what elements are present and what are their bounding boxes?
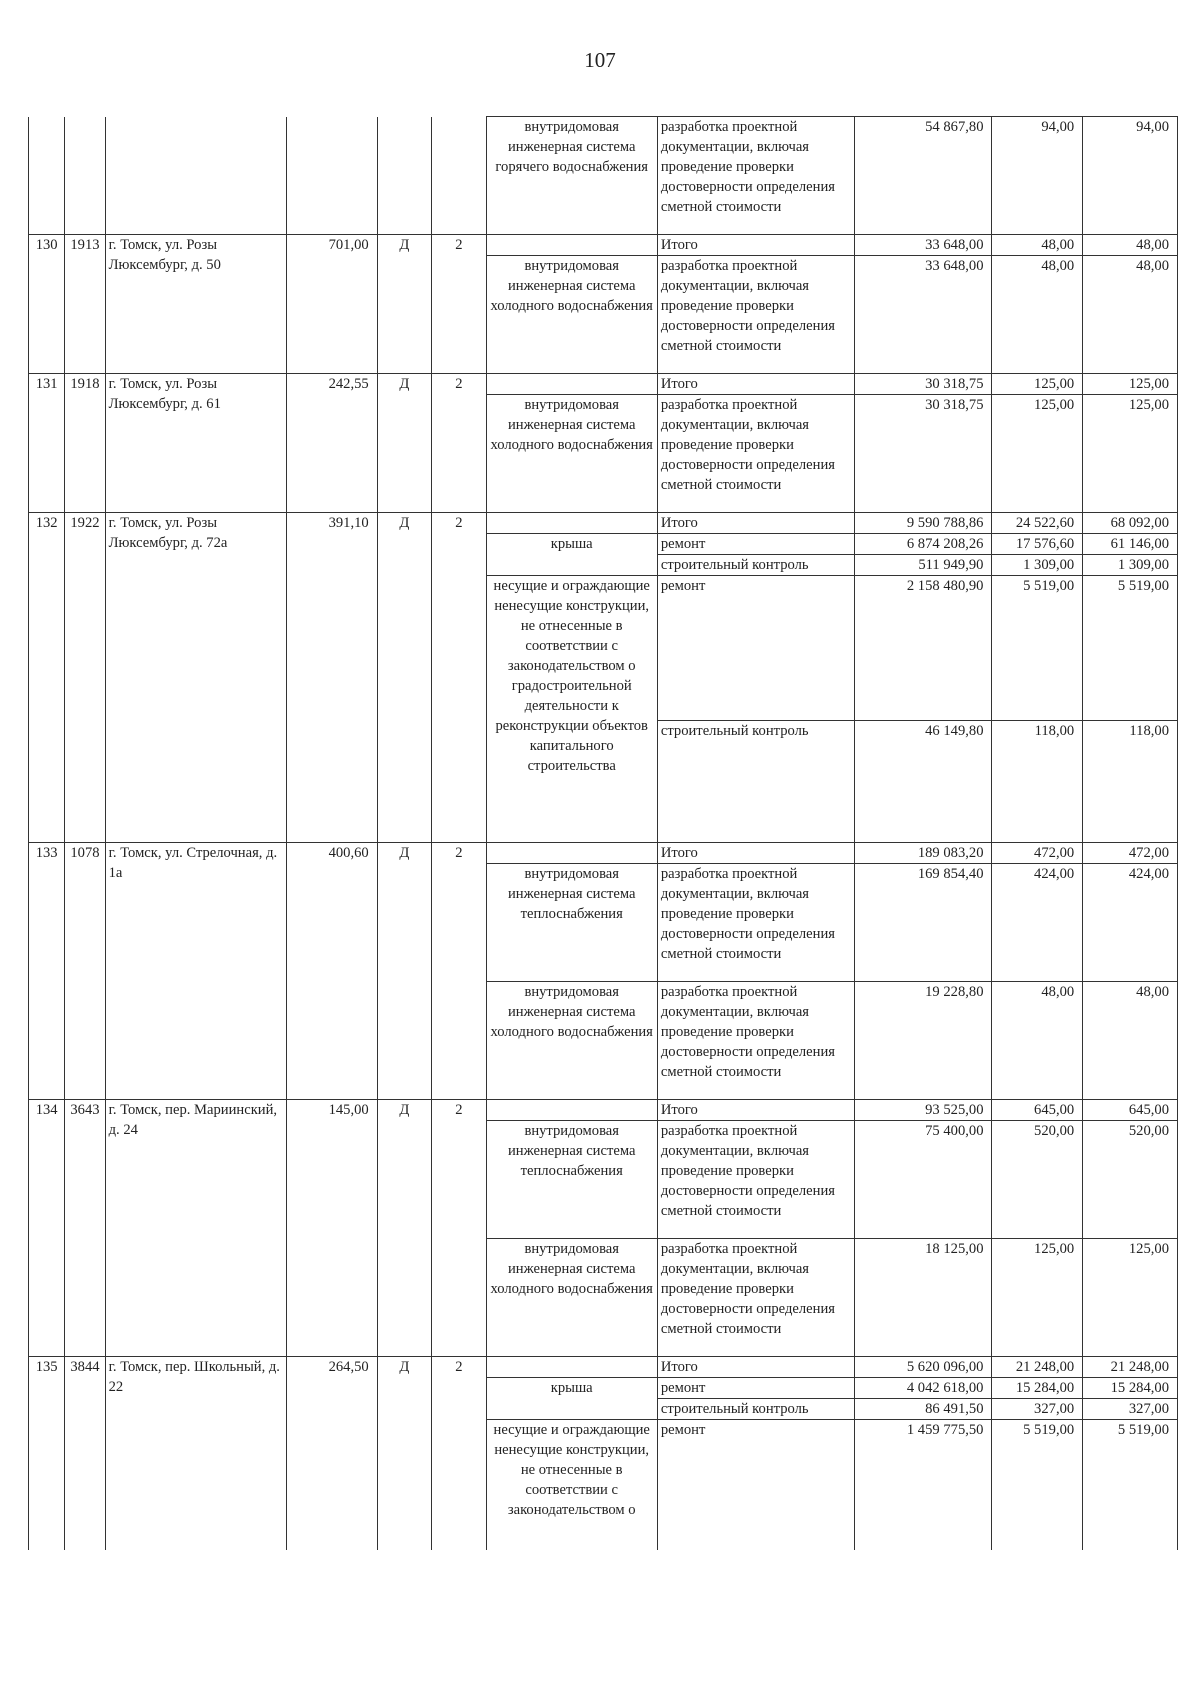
- table-row: [29, 235, 1178, 256]
- total-max-cost: 68 092,00: [1083, 513, 1178, 534]
- work-type: разработка проектной документации, включая проведение проверки достоверности определения сметной стоимости: [657, 982, 855, 1100]
- work-max-cost: 520,00: [1083, 1121, 1178, 1239]
- table-row: [29, 1100, 1178, 1121]
- structural-element: крыша: [486, 534, 657, 576]
- house-address: г. Томск, ул. Розы Люксембург, д. 72а: [105, 513, 286, 843]
- structural-element: внутридомовая инженерная система холодного водоснабжения: [486, 395, 657, 513]
- house-id: [65, 117, 105, 235]
- work-unit-cost: 520,00: [992, 1121, 1083, 1239]
- structural-element: крыша: [486, 1378, 657, 1420]
- work-max-cost: 327,00: [1083, 1399, 1178, 1420]
- structural-element: внутридомовая инженерная система теплоснабжения: [486, 1121, 657, 1239]
- work-max-cost: 5 519,00: [1083, 1420, 1178, 1550]
- structural-element: несущие и ограждающие ненесущие конструкции, не отнесенные в соответствии с законодательством о: [486, 1420, 657, 1550]
- structural-element: внутридомовая инженерная система холодного водоснабжения: [486, 256, 657, 374]
- work-unit-cost: 94,00: [992, 117, 1083, 235]
- work-cost: 6 874 208,26: [855, 534, 992, 555]
- work-type: разработка проектной документации, включая проведение проверки достоверности определения сметной стоимости: [657, 256, 855, 374]
- work-unit-cost: 327,00: [992, 1399, 1083, 1420]
- total-cost: 5 620 096,00: [855, 1357, 992, 1378]
- work-cost: 46 149,80: [855, 721, 992, 843]
- total-label: Итого: [657, 1357, 855, 1378]
- total-unit-cost: 24 522,60: [992, 513, 1083, 534]
- total-label: Итого: [657, 235, 855, 256]
- repair-program-table: [28, 116, 1178, 1550]
- total-max-cost: 21 248,00: [1083, 1357, 1178, 1378]
- work-max-cost: 118,00: [1083, 721, 1178, 843]
- house-type: Д: [377, 235, 431, 374]
- work-max-cost: 61 146,00: [1083, 534, 1178, 555]
- table-row: [29, 117, 1178, 235]
- row-number: [29, 117, 65, 235]
- total-unit-cost: 645,00: [992, 1100, 1083, 1121]
- work-type: разработка проектной документации, включая проведение проверки достоверности определения сметной стоимости: [657, 864, 855, 982]
- work-max-cost: 1 309,00: [1083, 555, 1178, 576]
- work-cost: 75 400,00: [855, 1121, 992, 1239]
- work-unit-cost: 125,00: [992, 395, 1083, 513]
- floor-count: 2: [432, 513, 486, 843]
- work-unit-cost: 17 576,60: [992, 534, 1083, 555]
- work-unit-cost: 125,00: [992, 1239, 1083, 1357]
- work-unit-cost: 48,00: [992, 256, 1083, 374]
- work-type: строительный контроль: [657, 721, 855, 843]
- work-cost: 33 648,00: [855, 256, 992, 374]
- total-max-cost: 48,00: [1083, 235, 1178, 256]
- work-max-cost: 15 284,00: [1083, 1378, 1178, 1399]
- house-type: Д: [377, 843, 431, 1100]
- work-unit-cost: 424,00: [992, 864, 1083, 982]
- table-row: [29, 843, 1178, 864]
- total-unit-cost: 472,00: [992, 843, 1083, 864]
- row-number: 135: [29, 1357, 65, 1550]
- work-cost: 2 158 480,90: [855, 576, 992, 721]
- work-cost: 511 949,90: [855, 555, 992, 576]
- work-cost: 1 459 775,50: [855, 1420, 992, 1550]
- total-label: Итого: [657, 843, 855, 864]
- total-unit-cost: 125,00: [992, 374, 1083, 395]
- total-cost: 189 083,20: [855, 843, 992, 864]
- work-type: разработка проектной документации, включая проведение проверки достоверности определения сметной стоимости: [657, 1121, 855, 1239]
- work-type: разработка проектной документации, включая проведение проверки достоверности определения сметной стоимости: [657, 1239, 855, 1357]
- work-unit-cost: 5 519,00: [992, 1420, 1083, 1550]
- work-cost: 86 491,50: [855, 1399, 992, 1420]
- house-id: 1922: [65, 513, 105, 843]
- house-address: г. Томск, ул. Стрелочная, д. 1а: [105, 843, 286, 1100]
- work-max-cost: 48,00: [1083, 982, 1178, 1100]
- table-row: [29, 513, 1178, 534]
- row-number: 131: [29, 374, 65, 513]
- element-cell: [486, 843, 657, 864]
- total-cost: 33 648,00: [855, 235, 992, 256]
- work-type: ремонт: [657, 576, 855, 721]
- work-unit-cost: 1 309,00: [992, 555, 1083, 576]
- work-cost: 18 125,00: [855, 1239, 992, 1357]
- house-area: 264,50: [287, 1357, 378, 1550]
- work-unit-cost: 15 284,00: [992, 1378, 1083, 1399]
- floor-count: [432, 117, 486, 235]
- work-cost: 54 867,80: [855, 117, 992, 235]
- work-type: разработка проектной документации, включая проведение проверки достоверности определения сметной стоимости: [657, 395, 855, 513]
- structural-element: внутридомовая инженерная система холодного водоснабжения: [486, 982, 657, 1100]
- floor-count: 2: [432, 843, 486, 1100]
- house-area: 242,55: [287, 374, 378, 513]
- house-type: [377, 117, 431, 235]
- work-max-cost: 424,00: [1083, 864, 1178, 982]
- row-number: 134: [29, 1100, 65, 1357]
- element-cell: [486, 1100, 657, 1121]
- structural-element: внутридомовая инженерная система холодного водоснабжения: [486, 1239, 657, 1357]
- work-type: ремонт: [657, 1378, 855, 1399]
- house-address: г. Томск, ул. Розы Люксембург, д. 61: [105, 374, 286, 513]
- row-number: 132: [29, 513, 65, 843]
- house-area: [287, 117, 378, 235]
- total-cost: 9 590 788,86: [855, 513, 992, 534]
- floor-count: 2: [432, 235, 486, 374]
- floor-count: 2: [432, 374, 486, 513]
- total-max-cost: 472,00: [1083, 843, 1178, 864]
- work-unit-cost: 48,00: [992, 982, 1083, 1100]
- house-address: г. Томск, пер. Мариинский, д. 24: [105, 1100, 286, 1357]
- work-type: строительный контроль: [657, 1399, 855, 1420]
- house-id: 1913: [65, 235, 105, 374]
- work-type: разработка проектной документации, включая проведение проверки достоверности определения сметной стоимости: [657, 117, 855, 235]
- work-cost: 19 228,80: [855, 982, 992, 1100]
- element-cell: [486, 513, 657, 534]
- work-unit-cost: 5 519,00: [992, 576, 1083, 721]
- page-number: 107: [584, 48, 616, 72]
- work-cost: 169 854,40: [855, 864, 992, 982]
- table-row: [29, 374, 1178, 395]
- structural-element: внутридомовая инженерная система горячего водоснабжения: [486, 117, 657, 235]
- structural-element: несущие и ограждающие ненесущие конструкции, не отнесенные в соответствии с законодательством о градостроительной деятельности к реконструкции объектов капитального строительства: [486, 576, 657, 843]
- total-cost: 30 318,75: [855, 374, 992, 395]
- work-unit-cost: 118,00: [992, 721, 1083, 843]
- total-max-cost: 125,00: [1083, 374, 1178, 395]
- house-area: 145,00: [287, 1100, 378, 1357]
- house-address: г. Томск, ул. Розы Люксембург, д. 50: [105, 235, 286, 374]
- total-label: Итого: [657, 374, 855, 395]
- total-unit-cost: 21 248,00: [992, 1357, 1083, 1378]
- work-max-cost: 125,00: [1083, 1239, 1178, 1357]
- row-number: 133: [29, 843, 65, 1100]
- work-cost: 30 318,75: [855, 395, 992, 513]
- element-cell: [486, 374, 657, 395]
- house-id: 1078: [65, 843, 105, 1100]
- floor-count: 2: [432, 1357, 486, 1550]
- house-area: 701,00: [287, 235, 378, 374]
- house-type: Д: [377, 1357, 431, 1550]
- house-id: 1918: [65, 374, 105, 513]
- work-max-cost: 48,00: [1083, 256, 1178, 374]
- floor-count: 2: [432, 1100, 486, 1357]
- total-label: Итого: [657, 513, 855, 534]
- total-max-cost: 645,00: [1083, 1100, 1178, 1121]
- work-max-cost: 94,00: [1083, 117, 1178, 235]
- total-label: Итого: [657, 1100, 855, 1121]
- house-address: [105, 117, 286, 235]
- structural-element: внутридомовая инженерная система теплоснабжения: [486, 864, 657, 982]
- work-cost: 4 042 618,00: [855, 1378, 992, 1399]
- element-cell: [486, 1357, 657, 1378]
- work-type: ремонт: [657, 534, 855, 555]
- work-type: строительный контроль: [657, 555, 855, 576]
- total-cost: 93 525,00: [855, 1100, 992, 1121]
- total-unit-cost: 48,00: [992, 235, 1083, 256]
- house-area: 391,10: [287, 513, 378, 843]
- house-type: Д: [377, 513, 431, 843]
- house-type: Д: [377, 1100, 431, 1357]
- table-row: [29, 1357, 1178, 1378]
- house-id: 3844: [65, 1357, 105, 1550]
- house-area: 400,60: [287, 843, 378, 1100]
- house-id: 3643: [65, 1100, 105, 1357]
- element-cell: [486, 235, 657, 256]
- house-type: Д: [377, 374, 431, 513]
- work-max-cost: 5 519,00: [1083, 576, 1178, 721]
- work-type: ремонт: [657, 1420, 855, 1550]
- row-number: 130: [29, 235, 65, 374]
- work-max-cost: 125,00: [1083, 395, 1178, 513]
- house-address: г. Томск, пер. Школьный, д. 22: [105, 1357, 286, 1550]
